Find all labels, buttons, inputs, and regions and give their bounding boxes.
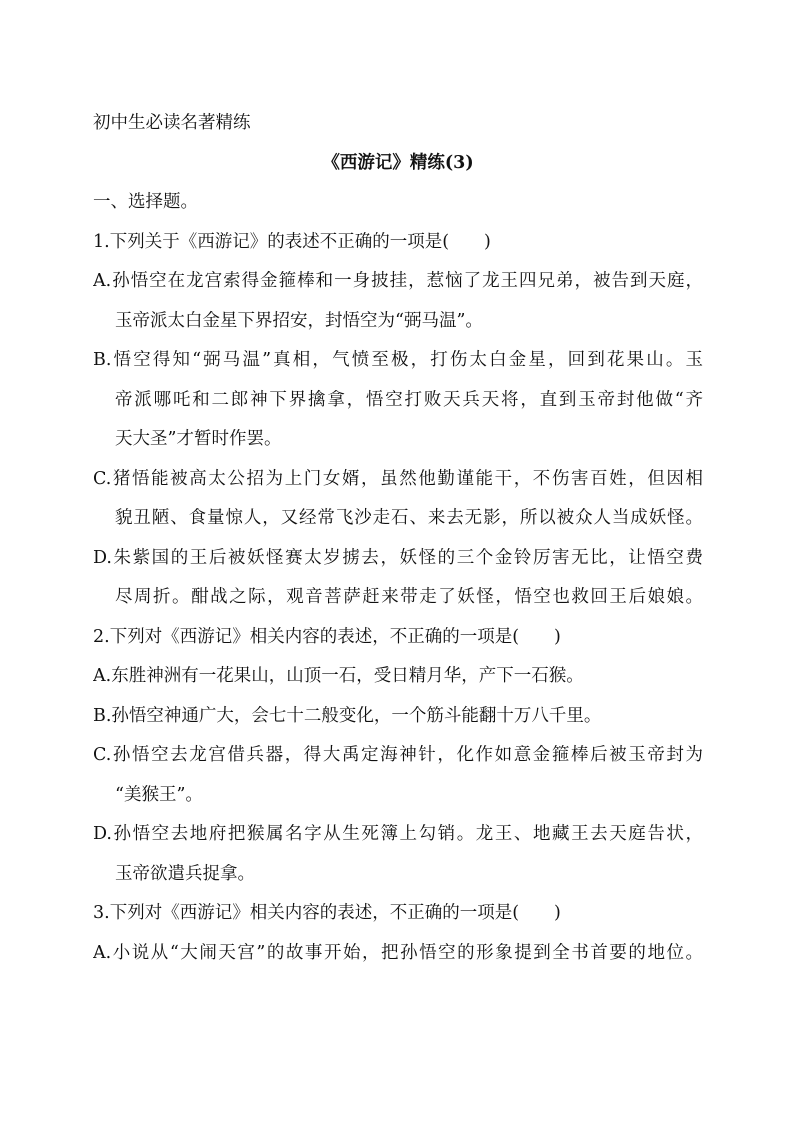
- question-1-option-a-line-2: 玉帝派太白金星下界招安，封悟空为“弼马温”。: [115, 310, 483, 331]
- question-2-option-c-line-1: C.孙悟空去龙宫借兵器，得大禹定海神针，化作如意金箍棒后被玉帝封为: [93, 745, 703, 765]
- section-heading: 一、选择题。: [93, 192, 198, 212]
- question-2-option-b-line-1: B.孙悟空神通广大，会七十二般变化，一个筋斗能翻十万八千里。: [93, 705, 602, 726]
- question-2-option-c-line-2: “美猴王”。: [115, 784, 203, 805]
- question-1-option-c-line-2: 貌丑陋、食量惊人，又经常飞沙走石、来去无影，所以被众人当成妖怪。: [115, 508, 703, 528]
- question-2-option-d-line-2: 玉帝欲遣兵捉拿。: [115, 863, 255, 884]
- question-1-stem: 1.下列关于《西游记》的表述不正确的一项是( ): [93, 231, 491, 252]
- question-1-option-d-line-2: 尽周折。酣战之际，观音菩萨赶来带走了妖怪，悟空也救回王后娘娘。: [115, 587, 703, 607]
- question-3-stem: 3.下列对《西游记》相关内容的表述，不正确的一项是( ): [93, 903, 561, 923]
- question-1-option-a-line-1: A.孙悟空在龙宫索得金箍棒和一身披挂，惹恼了龙王四兄弟，被告到天庭，: [93, 271, 703, 291]
- document-category: 初中生必读名著精练: [93, 113, 251, 133]
- question-1-option-c-line-1: C.猪悟能被高太公招为上门女婿，虽然他勤谨能干，不伤害百姓，但因相: [93, 468, 703, 489]
- question-2-option-d-line-1: D.孙悟空去地府把猴属名字从生死簿上勾销。龙王、地藏王去天庭告状，: [93, 824, 703, 844]
- question-2-stem: 2.下列对《西游记》相关内容的表述，不正确的一项是( ): [93, 626, 561, 647]
- question-1-option-d-line-1: D.朱紫国的王后被妖怪赛太岁掳去，妖怪的三个金铃厉害无比，让悟空费: [93, 547, 703, 568]
- question-1-option-b-line-2: 帝派哪吒和二郎神下界擒拿，悟空打败天兵天将，直到玉帝封他做“齐: [115, 389, 703, 410]
- question-3-option-a-line-1: A.小说从“大闹天宫”的故事开始，把孙悟空的形象提到全书首要的地位。: [93, 942, 703, 963]
- question-1-option-b-line-1: B.悟空得知“弼马温”真相，气愤至极，打伤太白金星，回到花果山。玉: [93, 350, 703, 370]
- question-1-option-b-line-3: 天大圣”才暂时作罢。: [115, 429, 282, 449]
- question-2-option-a-line-1: A.东胜神洲有一花果山，山顶一石，受日精月华，产下一石猴。: [93, 666, 584, 686]
- document-title: 《西游记》精练(3): [322, 152, 474, 173]
